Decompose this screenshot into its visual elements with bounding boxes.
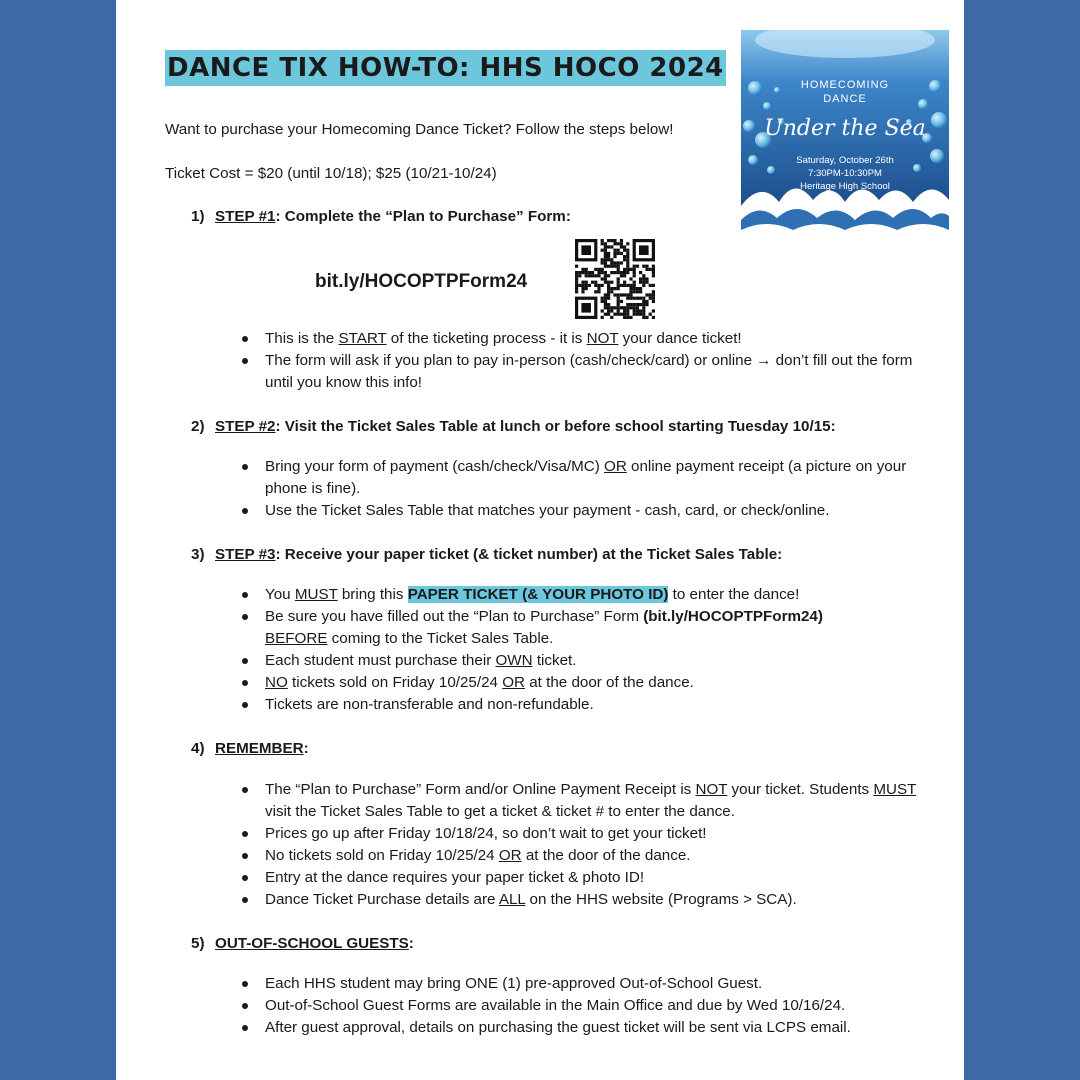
homecoming-poster	[741, 30, 949, 237]
intro-text: Want to purchase your Homecoming Dance Ticket? Follow the steps below!	[165, 121, 674, 138]
poster-details	[741, 154, 949, 193]
list-item: Entry at the dance requires your paper ticket & photo ID!	[240, 867, 920, 889]
step-5-heading	[191, 934, 414, 954]
step-3-bullets	[240, 584, 920, 716]
step-4-bullets	[240, 779, 920, 911]
poster-date: Saturday, October 26th	[796, 155, 894, 166]
step-4-heading	[191, 739, 309, 759]
list-item: The form will ask if you plan to pay in-person (cash/check/card) or online → don’t fill out the form until you know this info!	[240, 350, 920, 394]
title-highlight	[165, 50, 726, 86]
step-label: STEP #2	[215, 418, 276, 435]
list-item: You MUST bring this PAPER TICKET (& YOUR PHOTO ID) to enter the dance!	[240, 584, 920, 606]
poster-heading-line2: DANCE	[823, 93, 867, 105]
step-number: 2)	[191, 418, 205, 435]
list-item: This is the START of the ticketing process - it is NOT your dance ticket!	[240, 328, 920, 350]
step-text: : Receive your paper ticket (& ticket number) at the Ticket Sales Table:	[275, 546, 783, 563]
list-item: Dance Ticket Purchase details are ALL on the HHS website (Programs > SCA).	[240, 889, 920, 911]
list-item: Each HHS student may bring ONE (1) pre-approved Out-of-School Guest.	[240, 973, 920, 995]
list-item: Each student must purchase their OWN ticket.	[240, 650, 920, 672]
step-number: 3)	[191, 546, 205, 563]
poster-time: 7:30PM-10:30PM	[808, 168, 882, 179]
qr-code-icon[interactable]	[574, 238, 656, 320]
step-text: :	[408, 935, 414, 952]
step-1-heading	[191, 207, 571, 227]
step-text: :	[303, 740, 309, 757]
step-label: STEP #3	[215, 546, 276, 563]
list-item: Tickets are non-transferable and non-refundable.	[240, 694, 920, 716]
step-5-bullets	[240, 973, 920, 1039]
list-item: Prices go up after Friday 10/18/24, so don’t wait to get your ticket!	[240, 823, 920, 845]
page-title: DANCE TIX HOW-TO: HHS HOCO 2024	[167, 53, 724, 83]
step-number: 5)	[191, 935, 205, 952]
step-3-heading	[191, 545, 782, 565]
list-item: After guest approval, details on purchasing the guest ticket will be sent via LCPS email.	[240, 1017, 920, 1039]
step-2-bullets	[240, 456, 920, 522]
step-label: STEP #1	[215, 208, 276, 225]
step-2-heading	[191, 417, 836, 437]
step-label: OUT-OF-SCHOOL GUESTS	[215, 935, 409, 952]
list-item: Be sure you have filled out the “Plan to Purchase” Form (bit.ly/HOCOPTPForm24) BEFORE coming to the Ticket Sales Table.	[240, 606, 920, 650]
list-item: NO tickets sold on Friday 10/25/24 OR at the door of the dance.	[240, 672, 920, 694]
poster-venue: Heritage High School	[800, 181, 890, 192]
step-text: : Visit the Ticket Sales Table at lunch or before school starting Tuesday 10/15:	[275, 418, 836, 435]
step-number: 1)	[191, 208, 205, 225]
step-text: : Complete the “Plan to Purchase” Form:	[275, 208, 571, 225]
document-page	[116, 0, 964, 1080]
ticket-cost: Ticket Cost = $20 (until 10/18); $25 (10/21-10/24)	[165, 165, 497, 182]
list-item: Bring your form of payment (cash/check/Visa/MC) OR online payment receipt (a picture on your phone is fine).	[240, 456, 920, 500]
step-label: REMEMBER	[215, 740, 304, 757]
form-link[interactable]: bit.ly/HOCOPTPForm24	[315, 271, 528, 292]
step-1-bullets	[240, 328, 920, 394]
poster-theme: Under the Sea	[764, 116, 926, 141]
poster-heading-line1: HOMECOMING	[800, 79, 890, 91]
list-item: Out-of-School Guest Forms are available in the Main Office and due by Wed 10/16/24.	[240, 995, 920, 1017]
highlight-text: PAPER TICKET (& YOUR PHOTO ID)	[407, 586, 669, 603]
list-item: No tickets sold on Friday 10/25/24 OR at the door of the dance.	[240, 845, 920, 867]
list-item: The “Plan to Purchase” Form and/or Online Payment Receipt is NOT your ticket. Students MUST visit the Ticket Sales Table to get a ticket & ticket # to enter the dance.	[240, 779, 920, 823]
step-number: 4)	[191, 740, 205, 757]
list-item: Use the Ticket Sales Table that matches your payment - cash, card, or check/online.	[240, 500, 920, 522]
poster-heading	[741, 78, 949, 106]
